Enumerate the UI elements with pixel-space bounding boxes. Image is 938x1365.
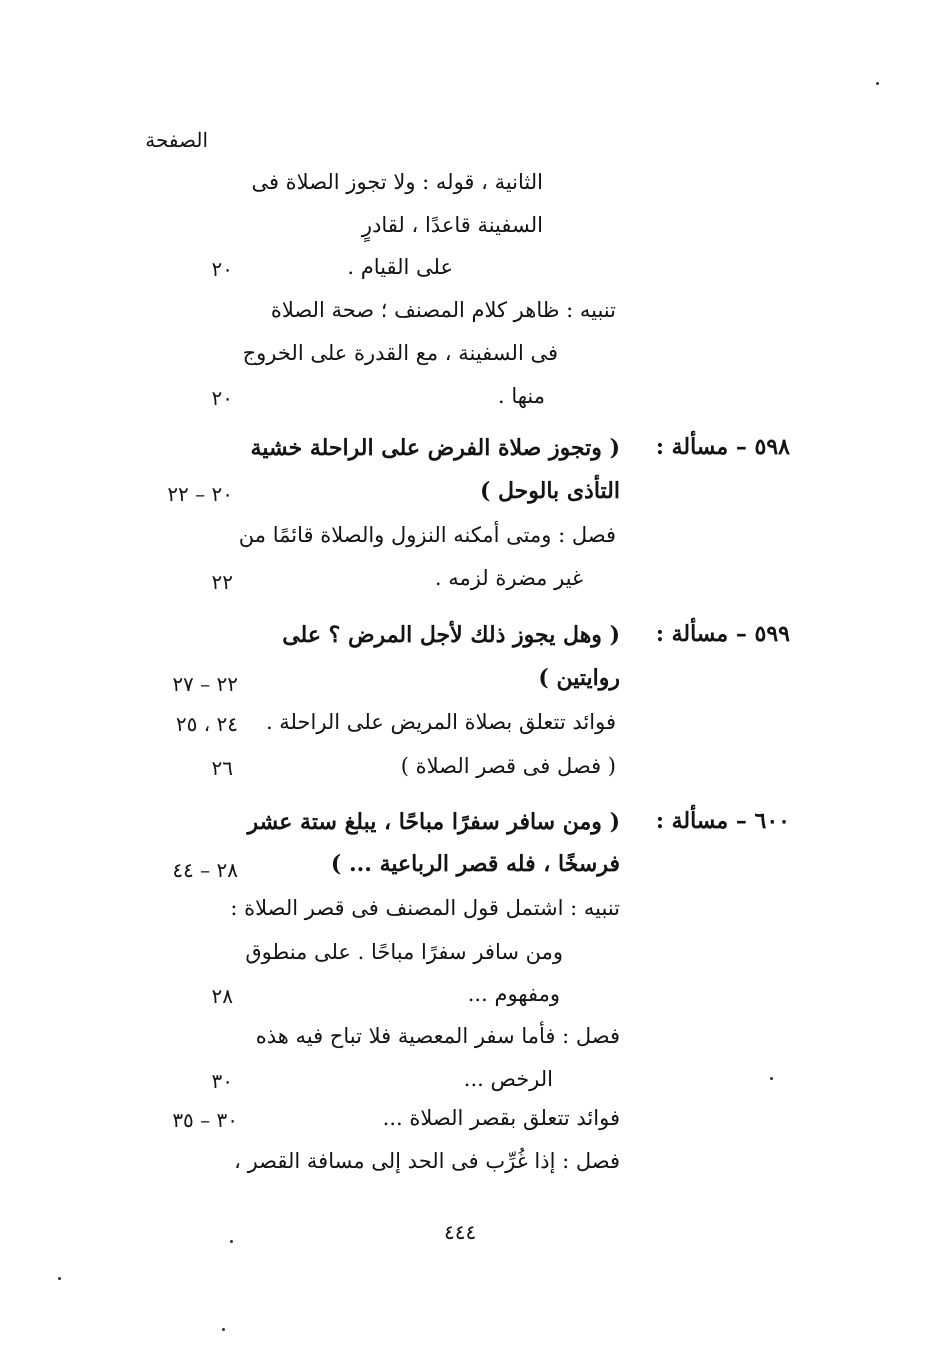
- entry-label: ٥٩٩ – مسألة :: [655, 621, 790, 647]
- entry-line: ومن سافر سفرًا مباحًا . على منطوق: [245, 940, 563, 964]
- entry-line: فى السفينة ، مع القدرة على الخروج: [242, 341, 558, 365]
- entry-line: ( ومن سافر سفرًا مباحًا ، يبلغ ستة عشر: [247, 809, 620, 835]
- entry-line: روايتين ): [538, 665, 620, 691]
- entry-line: ( وهل يجوز ذلك لأجل المرض ؟ على: [282, 622, 620, 648]
- scan-speck: [876, 82, 879, 85]
- entry-line: فرسخًا ، فله قصر الرباعية ... ): [330, 851, 620, 877]
- page-reference: ٢٠: [211, 386, 233, 410]
- entry-line: فصل : ومتى أمكنه النزول والصلاة قائمًا من: [238, 523, 616, 547]
- entry-label: ٥٩٨ – مسألة :: [655, 434, 790, 460]
- page-reference: ٣٠: [211, 1069, 233, 1093]
- page-reference: ٢٠: [211, 257, 233, 281]
- page-reference: ٣٠ – ٣٥: [172, 1108, 238, 1132]
- entry-line: تنبيه : ظاهر كلام المصنف ؛ صحة الصلاة: [270, 298, 616, 322]
- page-number: ٤٤٤: [444, 1220, 477, 1244]
- page-reference: ٢٨: [211, 984, 233, 1008]
- entry-line: فوائد تتعلق بقصر الصلاة ...: [382, 1106, 620, 1130]
- entry-line: ( وتجوز صلاة الفرض على الراحلة خشية: [250, 435, 620, 461]
- column-header: الصفحة: [145, 128, 208, 152]
- entry-line: على القيام .: [347, 255, 453, 279]
- entry-line: الرخص ...: [463, 1067, 553, 1091]
- entry-line: تنبيه : اشتمل قول المصنف فى قصر الصلاة :: [230, 896, 620, 920]
- entry-line: الثانية ، قوله : ولا تجوز الصلاة فى: [251, 170, 543, 194]
- entry-line: فوائد تتعلق بصلاة المريض على الراحلة .: [265, 710, 616, 734]
- scan-speck: [770, 1077, 773, 1080]
- page-reference: ٢٤ ، ٢٥: [175, 712, 238, 736]
- entry-line: التأذى بالوحل ): [479, 478, 620, 504]
- entry-line: منها .: [497, 384, 545, 408]
- page-reference: ٢٦: [211, 756, 233, 780]
- scan-speck: [58, 1277, 61, 1280]
- scan-speck: [230, 1240, 233, 1243]
- entry-line: السفينة قاعدًا ، لقادرٍ: [361, 213, 543, 237]
- scan-speck: [222, 1328, 225, 1331]
- entry-line: ( فصل فى قصر الصلاة ): [400, 754, 616, 778]
- page-reference: ٢٨ – ٤٤: [172, 858, 238, 882]
- entry-line: ومفهوم ...: [467, 982, 560, 1006]
- page-reference: ٢٢ – ٢٧: [172, 672, 238, 696]
- page-reference: ٢٢: [211, 570, 233, 594]
- entry-line: فصل : إذا غُرِّب فى الحد إلى مسافة القصر ،: [234, 1149, 620, 1173]
- page-reference: ٢٠ – ٢٢: [167, 482, 233, 506]
- entry-line: غير مضرة لزمه .: [434, 566, 583, 590]
- entry-line: فصل : فأما سفر المعصية فلا تباح فيه هذه: [255, 1024, 620, 1048]
- entry-label: ٦٠٠ – مسألة :: [655, 808, 790, 834]
